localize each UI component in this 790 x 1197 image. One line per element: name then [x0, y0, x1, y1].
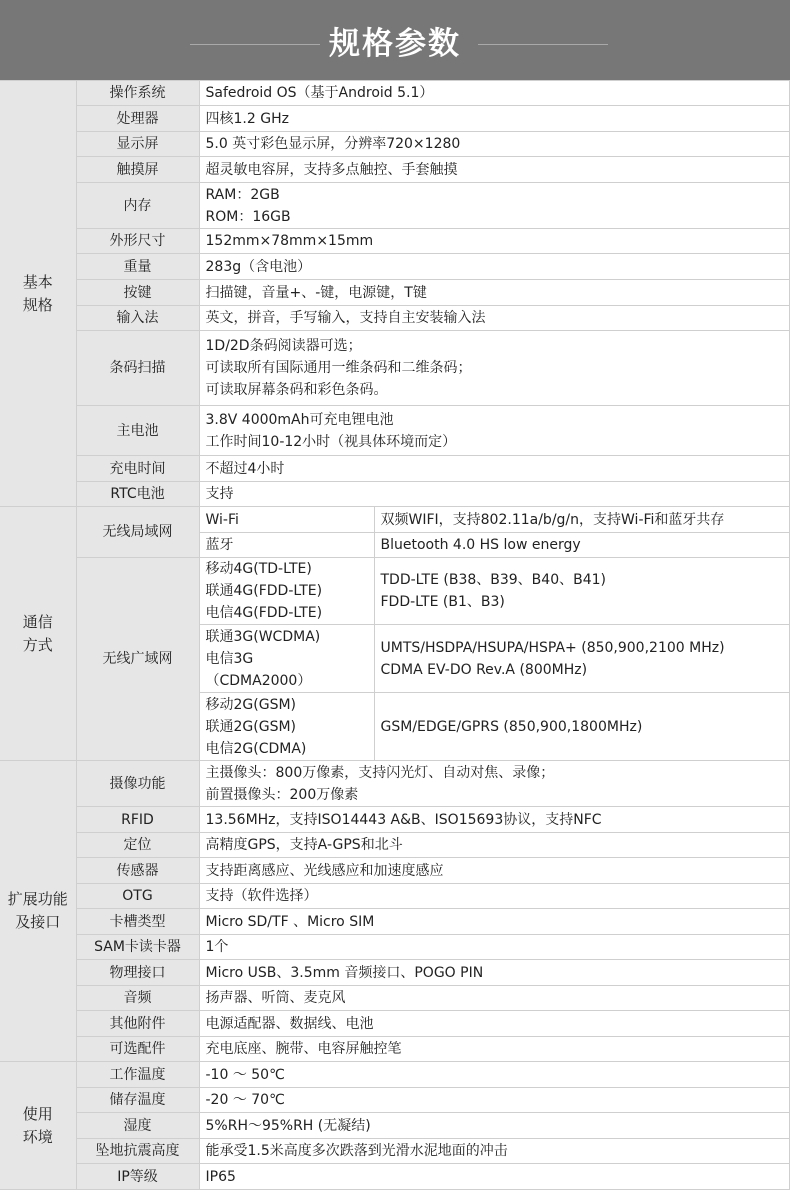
spec-value [199, 858, 790, 884]
spec-label: RTC电池 [76, 482, 199, 507]
spec-value-line: 英文，拼音，手写输入，支持自主安装输入法 [205, 310, 486, 326]
spec-value-line: 152mm×78mm×15mm [205, 233, 374, 249]
spec-value-line: ROM：16GB [205, 208, 291, 225]
network-value-line: Bluetooth 4.0 HS low energy [380, 537, 581, 553]
spec-label: 输入法 [76, 306, 199, 331]
spec-value [199, 807, 790, 833]
spec-value [199, 986, 790, 1011]
section-label-env-line: 使用 [22, 1104, 53, 1123]
spec-value [199, 456, 790, 482]
spec-value [199, 884, 790, 909]
spec-value [199, 909, 790, 935]
spec-value [199, 306, 790, 331]
spec-value [199, 482, 790, 507]
spec-value-line: 可读取所有国际通用一维条码和二维条码； [205, 360, 472, 376]
spec-value [199, 935, 790, 960]
network-type [199, 533, 374, 558]
network-type-line: 电信3G [205, 650, 254, 667]
spec-value-line: 5%RH～95%RH (无凝结) [205, 1117, 371, 1134]
spec-value-line: 前置摄像头：200万像素 [205, 786, 359, 803]
table-row [0, 229, 790, 254]
network-type-line: 电信4G(FDD-LTE) [205, 605, 323, 621]
spec-value-line: 充电底座、腕带、电容屏触控笔 [205, 1041, 402, 1057]
table-row [0, 909, 790, 935]
section-label-basic-line: 规格 [22, 295, 53, 314]
table-row [0, 406, 790, 456]
spec-label: 显示屏 [76, 132, 199, 157]
spec-value-line: 能承受1.5米高度多次跌落到光滑水泥地面的冲击 [205, 1143, 508, 1159]
section-label-ext-line: 及接口 [15, 913, 61, 931]
spec-value [199, 1164, 790, 1190]
table-row [0, 935, 790, 960]
network-value-line: CDMA EV-DO Rev.A (800MHz) [380, 661, 588, 678]
spec-value-line: 扫描键，音量+、-键，电源键，T键 [205, 284, 427, 301]
spec-value-line: 5.0 英寸彩色显示屏，分辨率720×1280 [205, 136, 461, 152]
section-label-comm-line: 方式 [22, 635, 53, 654]
table-row [0, 183, 790, 229]
spec-value [199, 1062, 790, 1088]
spec-label: 音频 [76, 986, 199, 1011]
spec-value-line: Safedroid OS（基于Android 5.1） [205, 85, 434, 101]
network-value-line: UMTS/HSDPA/HSUPA/HSPA+ (850,900,2100 MHz) [380, 639, 725, 656]
table-row [0, 986, 790, 1011]
spec-label: 处理器 [76, 106, 199, 132]
spec-label: 充电时间 [76, 456, 199, 482]
spec-value-line: -10 ～ 50℃ [205, 1066, 285, 1083]
network-type [199, 558, 374, 625]
network-group-label: 无线局域网 [76, 507, 199, 558]
spec-label: SAM卡读卡器 [76, 935, 199, 960]
spec-label: 重量 [76, 254, 199, 280]
table-row [0, 1062, 790, 1088]
spec-value [199, 761, 790, 807]
spec-value-line: 283g（含电池） [205, 258, 312, 275]
table-row [0, 132, 790, 157]
network-type-line: 蓝牙 [205, 537, 234, 553]
spec-value-line: 高精度GPS，支持A-GPS和北斗 [205, 837, 403, 853]
network-value [374, 693, 790, 761]
spec-label: 储存温度 [76, 1088, 199, 1113]
table-row [0, 280, 790, 306]
spec-value-line: Micro SD/TF 、Micro SIM [205, 913, 375, 930]
spec-label: 其他附件 [76, 1011, 199, 1037]
spec-value-line: 可读取屏幕条码和彩色条码。 [205, 382, 388, 398]
network-type-line: Wi-Fi [205, 511, 239, 528]
spec-value [199, 1037, 790, 1062]
table-row [0, 306, 790, 331]
spec-label: 工作温度 [76, 1062, 199, 1088]
spec-value-line: 13.56MHz，支持ISO14443 A&B、ISO15693协议，支持NFC [205, 811, 602, 828]
spec-value [199, 81, 790, 106]
network-type-line: （CDMA2000） [205, 672, 312, 689]
network-value-line: GSM/EDGE/GPRS (850,900,1800MHz) [380, 718, 643, 735]
section-label-comm-line: 通信 [22, 612, 53, 631]
spec-value-line: -20 ～ 70℃ [205, 1092, 285, 1108]
spec-value [199, 1088, 790, 1113]
table-row [0, 157, 790, 183]
section-label-basic-line: 基本 [22, 272, 53, 291]
table-row [0, 1139, 790, 1164]
spec-value-line: 1个 [205, 939, 229, 955]
spec-value [199, 183, 790, 229]
section-label-ext [0, 761, 76, 1062]
spec-value-line: 工作时间10-12小时（视具体环境而定） [205, 433, 457, 450]
spec-value [199, 157, 790, 183]
network-type [199, 625, 374, 693]
section-label-basic [0, 81, 76, 507]
spec-label: 主电池 [76, 406, 199, 456]
spec-label: 坠地抗震高度 [76, 1139, 199, 1164]
network-value [374, 533, 790, 558]
spec-value-line: 超灵敏电容屏，支持多点触控、手套触摸 [205, 161, 458, 178]
spec-value [199, 1011, 790, 1037]
spec-label: 按键 [76, 280, 199, 306]
network-value-line: FDD-LTE (B1、B3) [380, 594, 505, 610]
spec-value [199, 406, 790, 456]
network-type-line: 联通3G(WCDMA) [205, 628, 321, 645]
table-row [0, 106, 790, 132]
section-label-env [0, 1062, 76, 1190]
network-value-line: TDD-LTE (B38、B39、B40、B41) [380, 572, 606, 588]
spec-value-line: RAM：2GB [205, 186, 280, 203]
network-value-line: 双频WIFI，支持802.11a/b/g/n，支持Wi-Fi和蓝牙共存 [380, 511, 725, 528]
spec-table-body [0, 81, 790, 1190]
spec-value-line: 支持距离感应、光线感应和加速度感应 [205, 862, 444, 879]
spec-value-line: IP65 [205, 1168, 236, 1185]
spec-value-line: 支持（软件选择） [205, 888, 318, 904]
table-row [0, 456, 790, 482]
spec-value [199, 1139, 790, 1164]
spec-value [199, 106, 790, 132]
page-title: 规格参数 [329, 26, 461, 62]
spec-value-line: 主摄像头：800万像素，支持闪光灯、自动对焦、录像； [205, 764, 555, 781]
table-row [0, 1088, 790, 1113]
spec-value-line: 电源适配器、数据线、电池 [205, 1015, 374, 1032]
spec-value [199, 229, 790, 254]
spec-value-line: 不超过4小时 [205, 460, 285, 477]
spec-label: RFID [76, 807, 199, 833]
table-row [0, 858, 790, 884]
network-type-line: 联通4G(FDD-LTE) [205, 583, 323, 599]
spec-label: IP等级 [76, 1164, 199, 1190]
spec-label: 摄像功能 [76, 761, 199, 807]
spec-value-line: Micro USB、3.5mm 音频接口、POGO PIN [205, 964, 484, 981]
table-row [0, 81, 790, 106]
table-row [0, 761, 790, 807]
network-group-label: 无线广域网 [76, 558, 199, 761]
network-type [199, 507, 374, 533]
network-type-line: 联通2G(GSM) [205, 718, 296, 735]
spec-table [0, 80, 790, 1190]
table-row [0, 482, 790, 507]
table-row [0, 1037, 790, 1062]
spec-value-line: 扬声器、听筒、麦克风 [205, 990, 346, 1006]
table-row [0, 807, 790, 833]
spec-label: 内存 [76, 183, 199, 229]
table-row [0, 1164, 790, 1190]
table-row [0, 960, 790, 986]
spec-value-line: 1D/2D条码阅读器可选； [205, 338, 362, 354]
header-right-rule [478, 44, 608, 45]
spec-label: 操作系统 [76, 81, 199, 106]
spec-label: 传感器 [76, 858, 199, 884]
table-row [0, 507, 790, 533]
spec-label: 物理接口 [76, 960, 199, 986]
spec-label: 湿度 [76, 1113, 199, 1139]
network-type-line: 移动2G(GSM) [205, 696, 296, 713]
section-label-env-line: 环境 [22, 1127, 53, 1146]
spec-label: 外形尺寸 [76, 229, 199, 254]
network-type-line: 电信2G(CDMA) [205, 740, 307, 757]
spec-value-line: 四核1.2 GHz [205, 110, 289, 127]
table-row [0, 833, 790, 858]
table-row [0, 558, 790, 625]
network-type [199, 693, 374, 761]
table-row [0, 331, 790, 406]
spec-value [199, 254, 790, 280]
spec-value [199, 280, 790, 306]
table-row [0, 1011, 790, 1037]
spec-value-line: 3.8V 4000mAh可充电锂电池 [205, 411, 394, 428]
spec-value [199, 833, 790, 858]
network-type-line: 移动4G(TD-LTE) [205, 561, 312, 577]
spec-label: 触摸屏 [76, 157, 199, 183]
network-value [374, 507, 790, 533]
network-value [374, 625, 790, 693]
section-label-ext-line: 扩展功能 [7, 890, 68, 908]
table-row [0, 1113, 790, 1139]
table-row [0, 884, 790, 909]
spec-value [199, 960, 790, 986]
spec-value [199, 331, 790, 406]
page-header [0, 0, 790, 80]
spec-label: 定位 [76, 833, 199, 858]
spec-value-line: 支持 [205, 486, 234, 502]
spec-value [199, 132, 790, 157]
spec-value [199, 1113, 790, 1139]
table-row [0, 254, 790, 280]
spec-label: 卡槽类型 [76, 909, 199, 935]
section-label-comm [0, 507, 76, 761]
network-value [374, 558, 790, 625]
spec-label: 条码扫描 [76, 331, 199, 406]
spec-label: OTG [76, 884, 199, 909]
spec-label: 可选配件 [76, 1037, 199, 1062]
